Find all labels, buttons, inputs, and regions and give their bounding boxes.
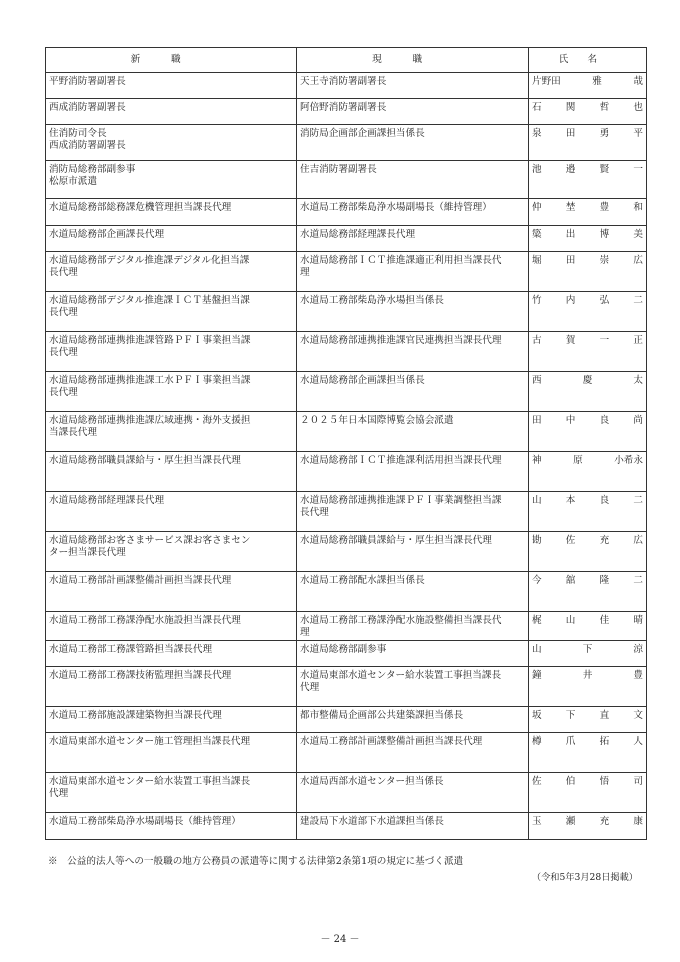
table-row bbox=[46, 452, 647, 492]
name-part: 伯 bbox=[565, 775, 576, 787]
name-part: 良 bbox=[599, 415, 610, 426]
table-row bbox=[46, 99, 647, 125]
new-post-cell bbox=[46, 226, 297, 252]
name-part: 玉 bbox=[532, 815, 542, 827]
new-post-cell bbox=[46, 252, 297, 292]
current-post-cell bbox=[297, 292, 529, 332]
current-post-cell bbox=[297, 161, 529, 199]
current-post-cell bbox=[297, 412, 529, 452]
name-part: 埜 bbox=[565, 202, 576, 213]
name-part: 哉 bbox=[633, 76, 643, 87]
name-cell bbox=[529, 612, 647, 641]
person-name bbox=[532, 295, 643, 307]
name-cell bbox=[529, 372, 647, 412]
name-part: 邉 bbox=[565, 164, 576, 175]
name-part: 神 bbox=[532, 455, 542, 466]
name-part: 田 bbox=[532, 415, 542, 426]
cell-text-line: 天王寺消防署副署長 bbox=[300, 76, 387, 87]
current-post-cell bbox=[297, 492, 529, 532]
table-row bbox=[46, 572, 647, 612]
name-part: 西 bbox=[532, 375, 542, 386]
name-part: 平 bbox=[633, 128, 643, 139]
new-post-cell bbox=[46, 612, 297, 641]
cell-text-line: 水道局工務部計画課整備計画担当課長代理 bbox=[300, 735, 483, 747]
name-part: 充 bbox=[599, 815, 610, 827]
new-post-cell bbox=[46, 73, 297, 99]
person-name bbox=[532, 164, 643, 176]
cell-text-line: 水道局総務部総務課危機管理担当課長代理 bbox=[49, 202, 232, 213]
current-post-cell bbox=[297, 612, 529, 641]
person-name bbox=[532, 495, 643, 507]
name-part: 美 bbox=[633, 229, 643, 240]
cell-text-line: 長代理 bbox=[49, 267, 78, 279]
table-body bbox=[46, 73, 647, 840]
cell-text-line: 水道局工務部工務課技術監理担当課長代理 bbox=[49, 669, 232, 681]
table-row bbox=[46, 412, 647, 452]
cell-text-line: 水道局総務部企画課長代理 bbox=[49, 229, 165, 240]
name-part: 佳 bbox=[599, 615, 610, 626]
person-name bbox=[532, 615, 643, 627]
cell-text-line: 当課長代理 bbox=[49, 427, 97, 439]
current-post-cell bbox=[297, 252, 529, 292]
current-post-cell bbox=[297, 199, 529, 226]
cell-text-line: 水道局工務部工務課管路担当課長代理 bbox=[49, 643, 213, 655]
header-name: 氏名 bbox=[529, 48, 647, 73]
table-row bbox=[46, 73, 647, 99]
table-row bbox=[46, 612, 647, 641]
name-part: 人 bbox=[633, 735, 643, 747]
name-part: 瀬 bbox=[565, 815, 576, 827]
table-row bbox=[46, 706, 647, 732]
cell-text-line: 水道局東部水道センター給水装置工事担当課長 bbox=[49, 775, 251, 787]
name-cell bbox=[529, 572, 647, 612]
cell-text-line: ２０２５年日本国際博覧会協会派遣 bbox=[300, 415, 454, 426]
person-name bbox=[532, 670, 643, 682]
name-part: 堀 bbox=[532, 255, 542, 266]
current-post-cell bbox=[297, 532, 529, 572]
person-name bbox=[532, 76, 643, 88]
new-post-cell bbox=[46, 199, 297, 226]
name-part: 尚 bbox=[633, 415, 643, 426]
name-part: 簗 bbox=[532, 229, 542, 240]
current-post-cell bbox=[297, 640, 529, 666]
table-row bbox=[46, 161, 647, 199]
name-cell bbox=[529, 292, 647, 332]
name-part: 本 bbox=[565, 495, 576, 506]
person-name bbox=[532, 335, 643, 347]
cell-text-line: 水道局総務部連携推進課管路ＰＦＩ事業担当課 bbox=[49, 335, 251, 346]
new-post-cell bbox=[46, 532, 297, 572]
name-cell bbox=[529, 732, 647, 772]
name-part: 一 bbox=[599, 335, 610, 346]
name-cell bbox=[529, 772, 647, 812]
new-post-cell bbox=[46, 732, 297, 772]
cell-text-line: 水道局総務部経理課長代理 bbox=[49, 495, 165, 506]
name-part: 豊 bbox=[599, 202, 610, 213]
current-post-cell bbox=[297, 666, 529, 706]
name-part: 充 bbox=[599, 535, 610, 546]
name-part: 今 bbox=[532, 575, 542, 586]
name-part: 太 bbox=[633, 375, 643, 386]
name-part: 弘 bbox=[599, 295, 610, 306]
cell-text-line: 代理 bbox=[49, 788, 69, 800]
cell-text-line: 水道局総務部ＩＣＴ推進課利活用担当課長代理 bbox=[300, 455, 502, 466]
name-part: 勘 bbox=[532, 535, 542, 546]
person-name bbox=[532, 128, 643, 140]
name-cell bbox=[529, 492, 647, 532]
person-name bbox=[532, 736, 643, 748]
new-post-cell bbox=[46, 372, 297, 412]
header-current-post: 現職 bbox=[297, 48, 529, 73]
cell-text-line: 都市整備局企画部公共建築課担当係長 bbox=[300, 709, 464, 721]
cell-text-line: 水道局工務部柴島浄水場副場長（維持管理） bbox=[49, 815, 241, 827]
person-name bbox=[532, 535, 643, 547]
table-row bbox=[46, 332, 647, 372]
name-part: 出 bbox=[565, 229, 576, 240]
name-part: 康 bbox=[633, 815, 643, 827]
cell-text-line: 西成消防署副署長 bbox=[49, 140, 126, 152]
current-post-cell bbox=[297, 572, 529, 612]
cell-text-line: 長代理 bbox=[49, 347, 78, 359]
name-part: 泉 bbox=[532, 128, 542, 139]
current-post-cell bbox=[297, 226, 529, 252]
new-post-cell bbox=[46, 666, 297, 706]
name-part: 内 bbox=[565, 295, 576, 306]
cell-text-line: 水道局総務部デジタル推進課デジタル化担当課 bbox=[49, 255, 250, 266]
current-post-cell bbox=[297, 772, 529, 812]
cell-text-line: 水道局西部水道センター担当係長 bbox=[300, 775, 444, 787]
publication-date-note: （令和5年3月28日掲載） bbox=[531, 872, 638, 883]
name-part: 晴 bbox=[633, 615, 643, 626]
current-post-cell bbox=[297, 99, 529, 125]
cell-text-line: 水道局総務部連携推進課官民連携担当課長代理 bbox=[300, 335, 502, 346]
name-part: 田 bbox=[565, 255, 576, 266]
cell-text-line: 長代理 bbox=[49, 387, 78, 399]
new-post-cell bbox=[46, 812, 297, 839]
new-post-cell bbox=[46, 161, 297, 199]
name-part: 二 bbox=[633, 575, 643, 586]
table-row bbox=[46, 532, 647, 572]
cell-text-line: 水道局工務部施設課建築物担当課長代理 bbox=[49, 709, 222, 721]
name-part: 広 bbox=[633, 255, 643, 266]
table-header-row bbox=[46, 48, 647, 73]
name-part: 勇 bbox=[599, 128, 610, 139]
name-part: 田 bbox=[565, 128, 576, 139]
cell-text-line: 水道局総務部デジタル推進課ＩＣＴ基盤担当課 bbox=[49, 295, 250, 306]
name-part: 直 bbox=[599, 709, 610, 721]
name-part: 正 bbox=[633, 335, 643, 346]
name-part: 山 bbox=[565, 615, 576, 626]
header-new-post: 新職 bbox=[46, 48, 297, 73]
name-part: 井 bbox=[582, 669, 593, 681]
personnel-table bbox=[45, 47, 647, 840]
name-cell bbox=[529, 706, 647, 732]
cell-text-line: 水道局総務部経理課長代理 bbox=[300, 229, 416, 240]
name-part: 片野田 bbox=[532, 76, 561, 87]
cell-text-line: 水道局総務部職員課給与・厚生担当課長代理 bbox=[300, 535, 492, 546]
table-row bbox=[46, 666, 647, 706]
name-part: 小希永 bbox=[614, 455, 643, 466]
cell-text-line: 水道局総務部企画課担当係長 bbox=[300, 375, 425, 386]
name-cell bbox=[529, 812, 647, 839]
new-post-cell bbox=[46, 412, 297, 452]
cell-text-line: 建設局下水道部下水道課担当係長 bbox=[300, 815, 444, 827]
table-row bbox=[46, 252, 647, 292]
name-cell bbox=[529, 640, 647, 666]
name-part: 山 bbox=[532, 643, 542, 655]
name-cell bbox=[529, 532, 647, 572]
cell-text-line: 水道局工務部工務課浄配水施設担当課長代理 bbox=[49, 615, 241, 626]
new-post-cell bbox=[46, 706, 297, 732]
name-part: 雅 bbox=[592, 76, 602, 87]
name-part: 豊 bbox=[633, 669, 643, 681]
new-post-cell bbox=[46, 572, 297, 612]
table-row bbox=[46, 732, 647, 772]
new-post-cell bbox=[46, 99, 297, 125]
name-part: 二 bbox=[633, 295, 643, 306]
cell-text-line: 水道局工務部計画課整備計画担当課長代理 bbox=[49, 575, 232, 586]
table-row bbox=[46, 772, 647, 812]
name-part: 関 bbox=[565, 102, 576, 113]
person-name bbox=[532, 375, 643, 387]
cell-text-line: 水道局東部水道センター施工管理担当課長代理 bbox=[49, 735, 251, 747]
name-part: 文 bbox=[633, 709, 643, 721]
person-name bbox=[532, 415, 643, 427]
cell-text-line: 水道局総務部ＩＣＴ推進課適正利用担当課長代 bbox=[300, 255, 502, 266]
new-post-cell bbox=[46, 640, 297, 666]
new-post-cell bbox=[46, 492, 297, 532]
name-cell bbox=[529, 252, 647, 292]
name-part: 哲 bbox=[599, 102, 610, 113]
cell-text-line: 消防局総務部副参事 bbox=[49, 164, 136, 175]
name-part: 涼 bbox=[633, 643, 643, 655]
cell-text-line: 理 bbox=[300, 627, 310, 639]
person-name bbox=[532, 102, 643, 114]
name-part: 古 bbox=[532, 335, 542, 346]
person-name bbox=[532, 816, 643, 828]
cell-text-line: 水道局東部水道センター給水装置工事担当課長 bbox=[300, 669, 502, 681]
name-cell bbox=[529, 666, 647, 706]
name-part: 和 bbox=[633, 202, 643, 213]
name-part: 原 bbox=[573, 455, 583, 466]
name-cell bbox=[529, 99, 647, 125]
new-post-cell bbox=[46, 292, 297, 332]
name-part: 司 bbox=[633, 775, 643, 787]
name-part: 池 bbox=[532, 164, 542, 175]
cell-text-line: 代理 bbox=[300, 682, 320, 694]
name-part: 博 bbox=[599, 229, 610, 240]
current-post-cell bbox=[297, 73, 529, 99]
name-part: 賢 bbox=[599, 164, 610, 175]
name-part: 爪 bbox=[565, 735, 576, 747]
table-row bbox=[46, 226, 647, 252]
name-part: 下 bbox=[582, 643, 593, 655]
name-part: 悟 bbox=[599, 775, 610, 787]
name-part: 梶 bbox=[532, 615, 542, 626]
person-name bbox=[532, 455, 643, 467]
name-part: 広 bbox=[633, 535, 643, 546]
table-row bbox=[46, 372, 647, 412]
cell-text-line: 水道局工務部柴島浄水場担当係長 bbox=[300, 295, 444, 306]
name-cell bbox=[529, 226, 647, 252]
page-number: － 24 － bbox=[320, 934, 360, 945]
new-post-cell bbox=[46, 772, 297, 812]
cell-text-line: 平野消防署副署長 bbox=[49, 76, 126, 87]
cell-text-line: 西成消防署副署長 bbox=[49, 102, 126, 113]
current-post-cell bbox=[297, 452, 529, 492]
name-part: 坂 bbox=[532, 709, 542, 721]
table-row bbox=[46, 199, 647, 226]
name-part: 良 bbox=[599, 495, 610, 506]
name-cell bbox=[529, 161, 647, 199]
cell-text-line: ター担当課長代理 bbox=[49, 547, 126, 559]
name-cell bbox=[529, 125, 647, 161]
current-post-cell bbox=[297, 332, 529, 372]
current-post-cell bbox=[297, 125, 529, 161]
footnote: ※ 公益的法人等への一般職の地方公務員の派遣等に関する法律第2条第1項の規定に基づく派遣 bbox=[48, 856, 464, 867]
cell-text-line: 阿倍野消防署副署長 bbox=[300, 102, 387, 113]
cell-text-line: 水道局総務部連携推進課工水ＰＦＩ事業担当課 bbox=[49, 375, 251, 386]
new-post-cell bbox=[46, 125, 297, 161]
name-part: 山 bbox=[532, 495, 542, 506]
person-name bbox=[532, 255, 643, 267]
cell-text-line: 水道局総務部連携推進課広域連携・海外支援担 bbox=[49, 415, 251, 426]
person-name bbox=[532, 644, 643, 656]
cell-text-line: 水道局総務部連携推進課ＰＦＩ事業調整担当課 bbox=[300, 495, 502, 506]
name-part: 二 bbox=[633, 495, 643, 506]
name-part: 也 bbox=[633, 102, 643, 113]
name-part: 賀 bbox=[565, 335, 576, 346]
current-post-cell bbox=[297, 706, 529, 732]
cell-text-line: 水道局工務部配水課担当係長 bbox=[300, 575, 425, 586]
name-part: 崇 bbox=[599, 255, 610, 266]
cell-text-line: 消防局企画部企画課担当係長 bbox=[300, 128, 425, 139]
current-post-cell bbox=[297, 732, 529, 772]
name-part: 石 bbox=[532, 102, 542, 113]
name-part: 佐 bbox=[565, 535, 576, 546]
cell-text-line: 水道局工務部工務課浄配水施設整備担当課長代 bbox=[300, 615, 502, 626]
cell-text-line: 水道局総務部お客さまサービス課お客さまセン bbox=[49, 535, 251, 546]
current-post-cell bbox=[297, 372, 529, 412]
table-row bbox=[46, 292, 647, 332]
cell-text-line: 水道局総務部副参事 bbox=[300, 643, 387, 655]
name-cell bbox=[529, 412, 647, 452]
cell-text-line: 長代理 bbox=[300, 507, 329, 519]
person-name bbox=[532, 710, 643, 722]
person-name bbox=[532, 202, 643, 214]
name-cell bbox=[529, 199, 647, 226]
cell-text-line: 住吉消防署副署長 bbox=[300, 164, 377, 175]
name-cell bbox=[529, 332, 647, 372]
cell-text-line: 理 bbox=[300, 267, 310, 279]
table-row bbox=[46, 812, 647, 839]
cell-text-line: 長代理 bbox=[49, 307, 78, 319]
new-post-cell bbox=[46, 452, 297, 492]
name-part: 拓 bbox=[599, 735, 610, 747]
name-part: 隆 bbox=[599, 575, 610, 586]
person-name bbox=[532, 575, 643, 587]
name-part: 樽 bbox=[532, 735, 542, 747]
person-name bbox=[532, 229, 643, 241]
name-part: 舘 bbox=[565, 575, 576, 586]
name-cell bbox=[529, 452, 647, 492]
table-row bbox=[46, 640, 647, 666]
table-row bbox=[46, 125, 647, 161]
current-post-cell bbox=[297, 812, 529, 839]
table-row bbox=[46, 492, 647, 532]
name-part: 鐘 bbox=[532, 669, 542, 681]
name-part: 仲 bbox=[532, 202, 542, 213]
cell-text-line: 松原市派遣 bbox=[49, 176, 97, 188]
cell-text-line: 水道局総務部職員課給与・厚生担当課長代理 bbox=[49, 455, 241, 466]
person-name bbox=[532, 776, 643, 788]
name-part: 下 bbox=[565, 709, 576, 721]
name-part: 中 bbox=[565, 415, 576, 426]
name-cell bbox=[529, 73, 647, 99]
name-part: 佐 bbox=[532, 775, 542, 787]
name-part: 竹 bbox=[532, 295, 542, 306]
cell-text-line: 住消防司令長 bbox=[49, 128, 107, 139]
cell-text-line: 水道局工務部柴島浄水場副場長（維持管理） bbox=[300, 202, 492, 213]
name-part: 慶 bbox=[582, 375, 593, 386]
name-part: 一 bbox=[633, 164, 643, 175]
new-post-cell bbox=[46, 332, 297, 372]
